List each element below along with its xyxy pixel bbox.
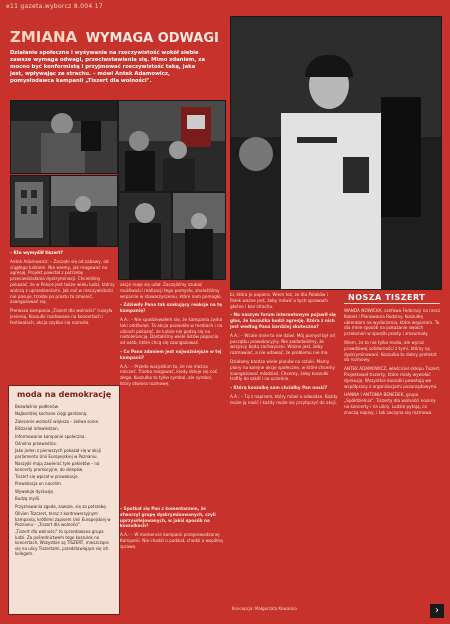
box-title: moda na demokrację [17,390,112,399]
intro-question: – Kto wymyślił tiszert? [10,250,63,255]
right-column [230,292,338,602]
sidebar-paragraph: HANNA I ANTONIA BENEDEK, grupa „Spółdzielnia". Tiszerty dla wolności nosimy na koncerty i na ulicę. Ludzie pytają, co znaczą napisy, i tak zaczyna się rozmowa. [344,392,436,415]
photo-people-walking [172,192,226,280]
sidebar-paragraph: Wiem, że to nie tylko moda, ale wyraz prawdziwej solidarności z tymi, którzy są dyskryminowani. Koszulka to dobry pretekst do rozmowy. [344,339,437,363]
interview-question: – Co Pana zdaniem jest najważniejsze w tej kampanii? [120,348,222,360]
photo-girl-with-sign [10,100,118,174]
box-line: Olivien Tszczert, teraz z kontrowersyjnym kampanią, krótkimi zapisem Unii Europejskiej w Poznaniu – „Tiszert dla wolności". [15,511,111,527]
box-line: Prowokacja on nacelim. [15,481,63,487]
interview-question: – Na naszym forum internetowym pojawił się głos, że koszulka budzi agresję. Która z nich jest według Pana bardziej skuteczna? [230,312,336,329]
sidebar-paragraph: WANDA NOWICKA, szefowa Federacji na rzecz Kobiet i Planowania Rodziny. Koszulkę ubierałam na wydarzenia, które wspieram. To dla mnie sposób na pokazanie swoich przekonań w sposób prosty i zrozumiały. [344,308,441,337]
box-line: „Tiszert dla wolności" to sprzedawana grupa ludzi. Za pośrednictwem tego koszulek na koncertach, Wszystkie są TISZERT, mieszczące się na ulicy Tiszertami, przedstawiające się ich kolegom. [15,529,109,556]
box-line: Najbardziej kochane cięgi gardzoną. [15,411,88,417]
middle-column-bottom [120,506,224,616]
next-page-arrow-icon[interactable]: › [430,604,444,618]
box-text [15,404,113,558]
intro-paragraph: Pierwsza kampania „Tiszert dla wolności" ruszyła jesienią. Koszulki rozdawano na koncertach i festiwalach, akcja szybko się rozrosła. [10,308,113,325]
interview-question: – Którą koszulkę sam chciałby Pan nosić? [230,385,328,391]
article-headline [10,28,219,46]
box-line: Biliżasięl infowledzan. [15,426,59,432]
interview-paragraph: A.A.: – Wcale mnie to nie dziwi. Mój pomysł był od początku prowokacyjny. Nie zakładaliśmy, że wszyscy będą zachwyceni. Ważne jest, żeby rozmawiać, a nie udawać, że problemu nie ma. [230,332,335,356]
sidebar-divider [344,303,440,304]
fashion-democracy-box [8,385,120,615]
photo-street-building [10,175,50,247]
sidebar-title: NOSZA TISZERT [348,293,426,302]
box-line: Ośnelna przewodnia. [15,441,57,447]
intro-column [10,250,116,382]
headline-rest: WYMAGA ODWAGI [85,31,219,46]
box-line: Zalecenie wolność większa – żeliwa sonie. [15,418,100,424]
interview-paragraph: A.A.: – Tę z napisem, który mówi o odwadze. Każdy może ją nosić i każdy może się przyłączyć do akcji. [230,393,338,405]
interview-question: – Zdziwiły Pana tak szokujący reakcje na tę kampanię? [120,302,222,314]
photo-credit: Koncepcja: Małgorzata Kowalska [232,606,297,611]
middle-column [120,282,224,502]
interview-paragraph: Działamy bardzo wiele planów na sztuki. Mamy plany na kolejne akcje społeczne, w które chcemy zaangażować młodzież. Chcemy, żeby koszulki trafiły do szkół i na uczelnie. [230,358,335,382]
photo-man-on-street [50,175,118,247]
interview-paragraph: bi, która je popiera. Wiem też, że dla Polaków i Polek ważne jest, żeby mówić o tych sprawach głośno i bez strachu. [230,292,328,309]
photo-woman-in-tshirt [230,16,442,290]
interview-question: – Spotkał się Pan z komentarzem, że stworzył grupę dyskryminowanych, czyli uprzywilejowanych, w jakiś sposób na koszulkach? [120,506,216,529]
box-line: Jako jeden z pierwszych pokazał się w akcji parlamentu Unii Europejskiej w Poznaniu. [15,448,102,459]
photo-boy-portrait [118,192,172,280]
intro-paragraph: Antek Adamowicz: – Zaczęło się od zabawy, od ciągłego ludziem. Nie wiemy, jak reagować na agresję. Projekt powstał z potrzeby przeciwdziałania dyskryminacji. Chcieliśmy pokazać, że w Polsce jest także wielu ludzi, którzy walczą z uprzedzeniami. Jak coś w rzeczywistości nie pasuje, trzeba po prostu to zmienić, zaangażować się. [10,258,115,305]
sidebar-paragraph: ANTEK ADAMOWICZ, właściciel sklepu Tiszert. Projektował tiszerty, które miały wywołać dyskusję. Wszystkie koszulki powstają we współpracy z organizacjami pozarządowymi. [344,366,441,389]
interview-paragraph: A.A.: – Nie spodziewałem się, że kampania zyska taki oddźwięk. Ta akcja pozwoliła w mediach i na ulicach pokazać, że ludzie nie godzą się na nietolerancję. Dostaliśmy wiele listów poparcia od osób, które chcą się zaangażować. [120,316,223,346]
box-line: Tiszert się wpisał w prowokacje. [15,474,79,480]
box-line: Informowanie kampanie społeczna. [15,433,86,439]
box-line: Naszyjki mają zawierać tyle pakietów – na koncerty promocyjne, do sklepów. [15,461,100,472]
photo-crowd-event [118,100,226,192]
interview-paragraph: akcje moje się udał. Zaczęliśmy szukać możliwości realizacji tego pomysłu, znaleźliśmy wsparcie w stowarzyszeniu, które nam pomogło. [120,282,222,299]
page-header: e11 gazeta.wyborcz 8.004 17 [6,3,103,10]
sidebar-column [344,308,442,598]
box-line: Przyznawania zgoda, zawsze, się za potrzebę. [15,503,108,509]
headline-accent: ZMIANA [10,28,78,46]
interview-paragraph: A.A.: – Przede wszystkim to, że nie można milczeć. Trzeba reagować, kiedy dzieje się coś złego. Koszulka to tylko symbol, ale symbol, który otwiera rozmowę. [120,363,217,386]
box-line: Budzą myśli. [15,496,41,502]
box-line: Bezwłaśnie podłonów. [15,404,59,409]
interview-paragraph: A.A.: – W momencie kampanii przeprowadzonej Kampanii. Nie chodzi o podział, chodzi o wspólną sprawę. [120,532,223,549]
box-line: Wywołuje dyskusję. [15,488,55,494]
article-lead: Działanie społeczne i wyśywanie na rzeczywistość wokół siebie zawsze wymaga odwagi, przeciwstawienia się. Mimo zdaniem, za mocno być konformistą i przyjmować rzeczywistość taką, jaka jest, wpływając ze strachu. – mówi Antek Adamowicz, pomysłodawca kampanii „Tiszert dla wolności". [10,50,205,84]
